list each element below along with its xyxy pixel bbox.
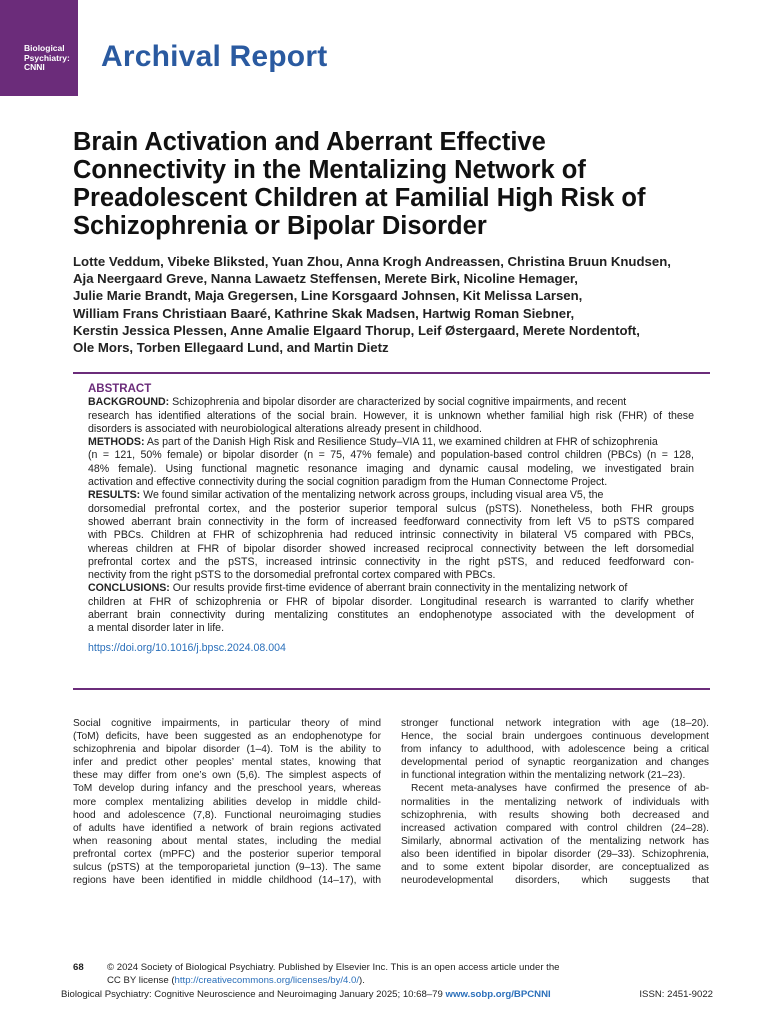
body-line: increased activation compared with control children (24–28). xyxy=(401,822,709,834)
abstract-line: disorders is associated with neurobiological alterations already present in childhood. xyxy=(88,422,482,435)
badge-line: Biological xyxy=(24,43,65,53)
abstract-line: a mental disorder later in life. xyxy=(88,622,225,635)
body-line: ToM develop during infancy and the preschool years, whereas xyxy=(73,783,381,795)
abstract-line: children at FHR of schizophrenia or FHR of bipolar disorder. Longitudinal research is warranted to clarify whether xyxy=(88,595,694,608)
abstract-heading: ABSTRACT xyxy=(88,383,152,395)
citation-line xyxy=(61,989,725,1002)
body-line: more complex mentalizing abilities develop in middle child- xyxy=(73,796,381,808)
journal-badge-text xyxy=(24,44,70,73)
body-line: (ToM) deficits, have been suggested as an endophenotype for xyxy=(73,731,381,743)
author-list xyxy=(73,253,713,356)
body-line: and to some extent bipolar disorder, are conceptualized as xyxy=(401,862,709,874)
copyright-line xyxy=(73,962,713,975)
title-line: Schizophrenia or Bipolar Disorder xyxy=(73,212,487,240)
abstract-line xyxy=(88,436,694,449)
author-line: Kerstin Jessica Plessen, Anne Amalie Elgaard Thorup, Leif Østergaard, Merete Nordentoft, xyxy=(73,322,640,338)
body-line: hood and adolescence (7,8). Functional neuroimaging studies xyxy=(73,809,381,821)
body-line: infer and predict other peoples’ mental states, knowing that xyxy=(73,757,381,769)
abstract-line: (n = 121, 50% female) or bipolar disorder (n = 75, 47% female) and population-based control children (PBCs) (n = 128, xyxy=(88,449,694,462)
license-text: CC BY license ( xyxy=(107,974,175,986)
title-line: Connectivity in the Mentalizing Network of xyxy=(73,156,586,184)
abstract-text: Schizophrenia and bipolar disorder are characterized by social cognitive impairments, and recent xyxy=(169,396,627,409)
results-label: RESULTS: xyxy=(88,489,141,502)
body-line: normalities in the mentalizing network of individuals with xyxy=(401,796,709,808)
methods-label: METHODS: xyxy=(88,436,145,449)
body-line: developmental period of synaptic reorganization and changes xyxy=(401,757,709,769)
abstract-line xyxy=(88,396,694,409)
abstract-line: whereas children at FHR of bipolar disorder showed increased reciprocal connectivity between the left dorsomedial xyxy=(88,542,694,555)
abstract-line: activation and effective connectivity during the social cognition paradigm from the Human Connectome Project. xyxy=(88,476,608,489)
title-line: Preadolescent Children at Familial High Risk of xyxy=(73,184,646,212)
abstract-line: aberrant brain connectivity during mentalizing constitutes an endophenotype associated with the development of xyxy=(88,609,694,622)
doi-link[interactable]: https://doi.org/10.1016/j.bpsc.2024.08.004 xyxy=(88,641,286,654)
journal-badge xyxy=(0,0,78,96)
abstract-line xyxy=(88,582,694,595)
author-line: Lotte Veddum, Vibeke Bliksted, Yuan Zhou, Anna Krogh Andreassen, Christina Bruun Knudsen, xyxy=(73,254,671,269)
body-column-right xyxy=(401,717,709,887)
author-line: William Frans Christiaan Baaré, Kathrine Skak Madsen, Hartwig Roman Siebner, xyxy=(73,305,575,321)
abstract-line: prefrontal cortex and the pSTS, increased intrinsic connectivity in the right pSTS, and reduced feedforward con- xyxy=(88,555,694,568)
abstract-line: with PBCs. Children at FHR of schizophrenia had reduced intrinsic connectivity in bilateral V5 compared with PBCs, xyxy=(88,529,694,542)
copyright-text: © 2024 Society of Biological Psychiatry. Published by Elsevier Inc. This is an open access article under the xyxy=(107,962,560,973)
author-line: Ole Mors, Torben Ellegaard Lund, and Martin Dietz xyxy=(73,340,389,356)
body-line: in functional integration within the mentalizing network (21–23). xyxy=(401,770,686,782)
abstract-line: 48% female). Using functional magnetic resonance imaging and dynamic causal modeling, we investigated brain xyxy=(88,462,694,475)
body-line: schizophrenia, with results showing both decreased and xyxy=(401,809,709,821)
conclusions-label: CONCLUSIONS: xyxy=(88,582,170,595)
license-link[interactable]: http://creativecommons.org/licenses/by/4.0/ xyxy=(174,974,360,986)
body-column-left xyxy=(73,717,381,887)
page-number: 68 xyxy=(73,962,84,973)
abstract-line: showed aberrant brain connectivity in the form of increased feedforward connectivity from left V5 to pSTS compared xyxy=(88,515,694,528)
body-line: prefrontal cortex (mPFC) and the posterior superior temporal xyxy=(73,848,381,860)
author-line: Aja Neergaard Greve, Nanna Lawaetz Steffensen, Merete Birk, Nicoline Hemager, xyxy=(73,271,578,287)
author-line: Julie Marie Brandt, Maja Gregersen, Line Korsgaard Johnsen, Kit Melissa Larsen, xyxy=(73,288,583,304)
abstract-text: Our results provide first-time evidence of aberrant brain connectivity in the mentalizing network of xyxy=(169,582,628,595)
license-line xyxy=(73,975,713,988)
abstract-line: nectivity from the right pSTS to the dorsomedial prefrontal cortex compared with PBCs. xyxy=(88,569,496,582)
abstract-top-rule xyxy=(73,372,710,374)
abstract-bottom-rule xyxy=(73,688,710,690)
body-line: of adults have identified a network of brain regions activated xyxy=(73,822,381,834)
body-line: also been identified in bipolar disorder (29–33). Schizophrenia, xyxy=(401,848,709,860)
body-line: regions have been identified in middle childhood (14–17), with xyxy=(73,875,381,887)
body-line: Social cognitive impairments, in particular theory of mind xyxy=(73,718,381,729)
citation-text: Biological Psychiatry: Cognitive Neuroscience and Neuroimaging January 2025; 10:68–79 xyxy=(61,989,446,1000)
body-line: Recent meta-analyses have confirmed the presence of ab- xyxy=(411,783,709,795)
issn: ISSN: 2451-9022 xyxy=(639,989,713,1000)
journal-site-link[interactable]: www.sobp.org/BPCNNI xyxy=(445,989,551,1000)
abstract-text: We found similar activation of the mentalizing network across groups, including visual area V5, the xyxy=(140,489,604,502)
abstract-line: dorsomedial prefrontal cortex, and the posterior superior temporal sulcus (pSTS). Nonetheless, both FHR groups xyxy=(88,502,694,515)
body-line: neurodevelopmental disorders, which suggests that xyxy=(401,875,709,887)
body-line: Similarly, abnormal activation of the mentalizing network has xyxy=(401,835,709,847)
abstract xyxy=(88,383,694,655)
badge-line: Psychiatry: xyxy=(24,52,70,63)
abstract-line xyxy=(88,489,694,502)
abstract-line: research has identified alterations of the social brain. However, it is unknown whether familial high risk (FHR) of these xyxy=(88,409,694,422)
section-label: Archival Report xyxy=(101,40,328,73)
background-label: BACKGROUND: xyxy=(88,396,170,409)
abstract-text: As part of the Danish High Risk and Resilience Study–VIA 11, we examined children at FHR of schizophrenia xyxy=(144,436,658,449)
body-line: sulcus (pSTS) at the temporoparietal junction (9–13). The same xyxy=(73,862,381,874)
license-text: ). xyxy=(359,974,365,986)
title-line: Brain Activation and Aberrant Effective xyxy=(73,128,546,156)
body-line: Hence, the social brain undergoes continuous development xyxy=(401,731,709,743)
body-line: when reasoning about mental states, including the medial xyxy=(73,835,381,847)
body-line: schizophrenia and bipolar disorder (1–4). ToM is the ability to xyxy=(73,744,381,756)
badge-line: CNNI xyxy=(24,62,45,72)
body-line: stronger functional network integration with age (18–20). xyxy=(401,718,709,729)
body-line: these may differ from one’s own (5,6). The simplest aspects of xyxy=(73,770,381,782)
body-line: from infancy to adulthood, with adolescence being a critical xyxy=(401,744,709,756)
page-footer xyxy=(61,962,713,1000)
paper-title xyxy=(73,128,713,240)
